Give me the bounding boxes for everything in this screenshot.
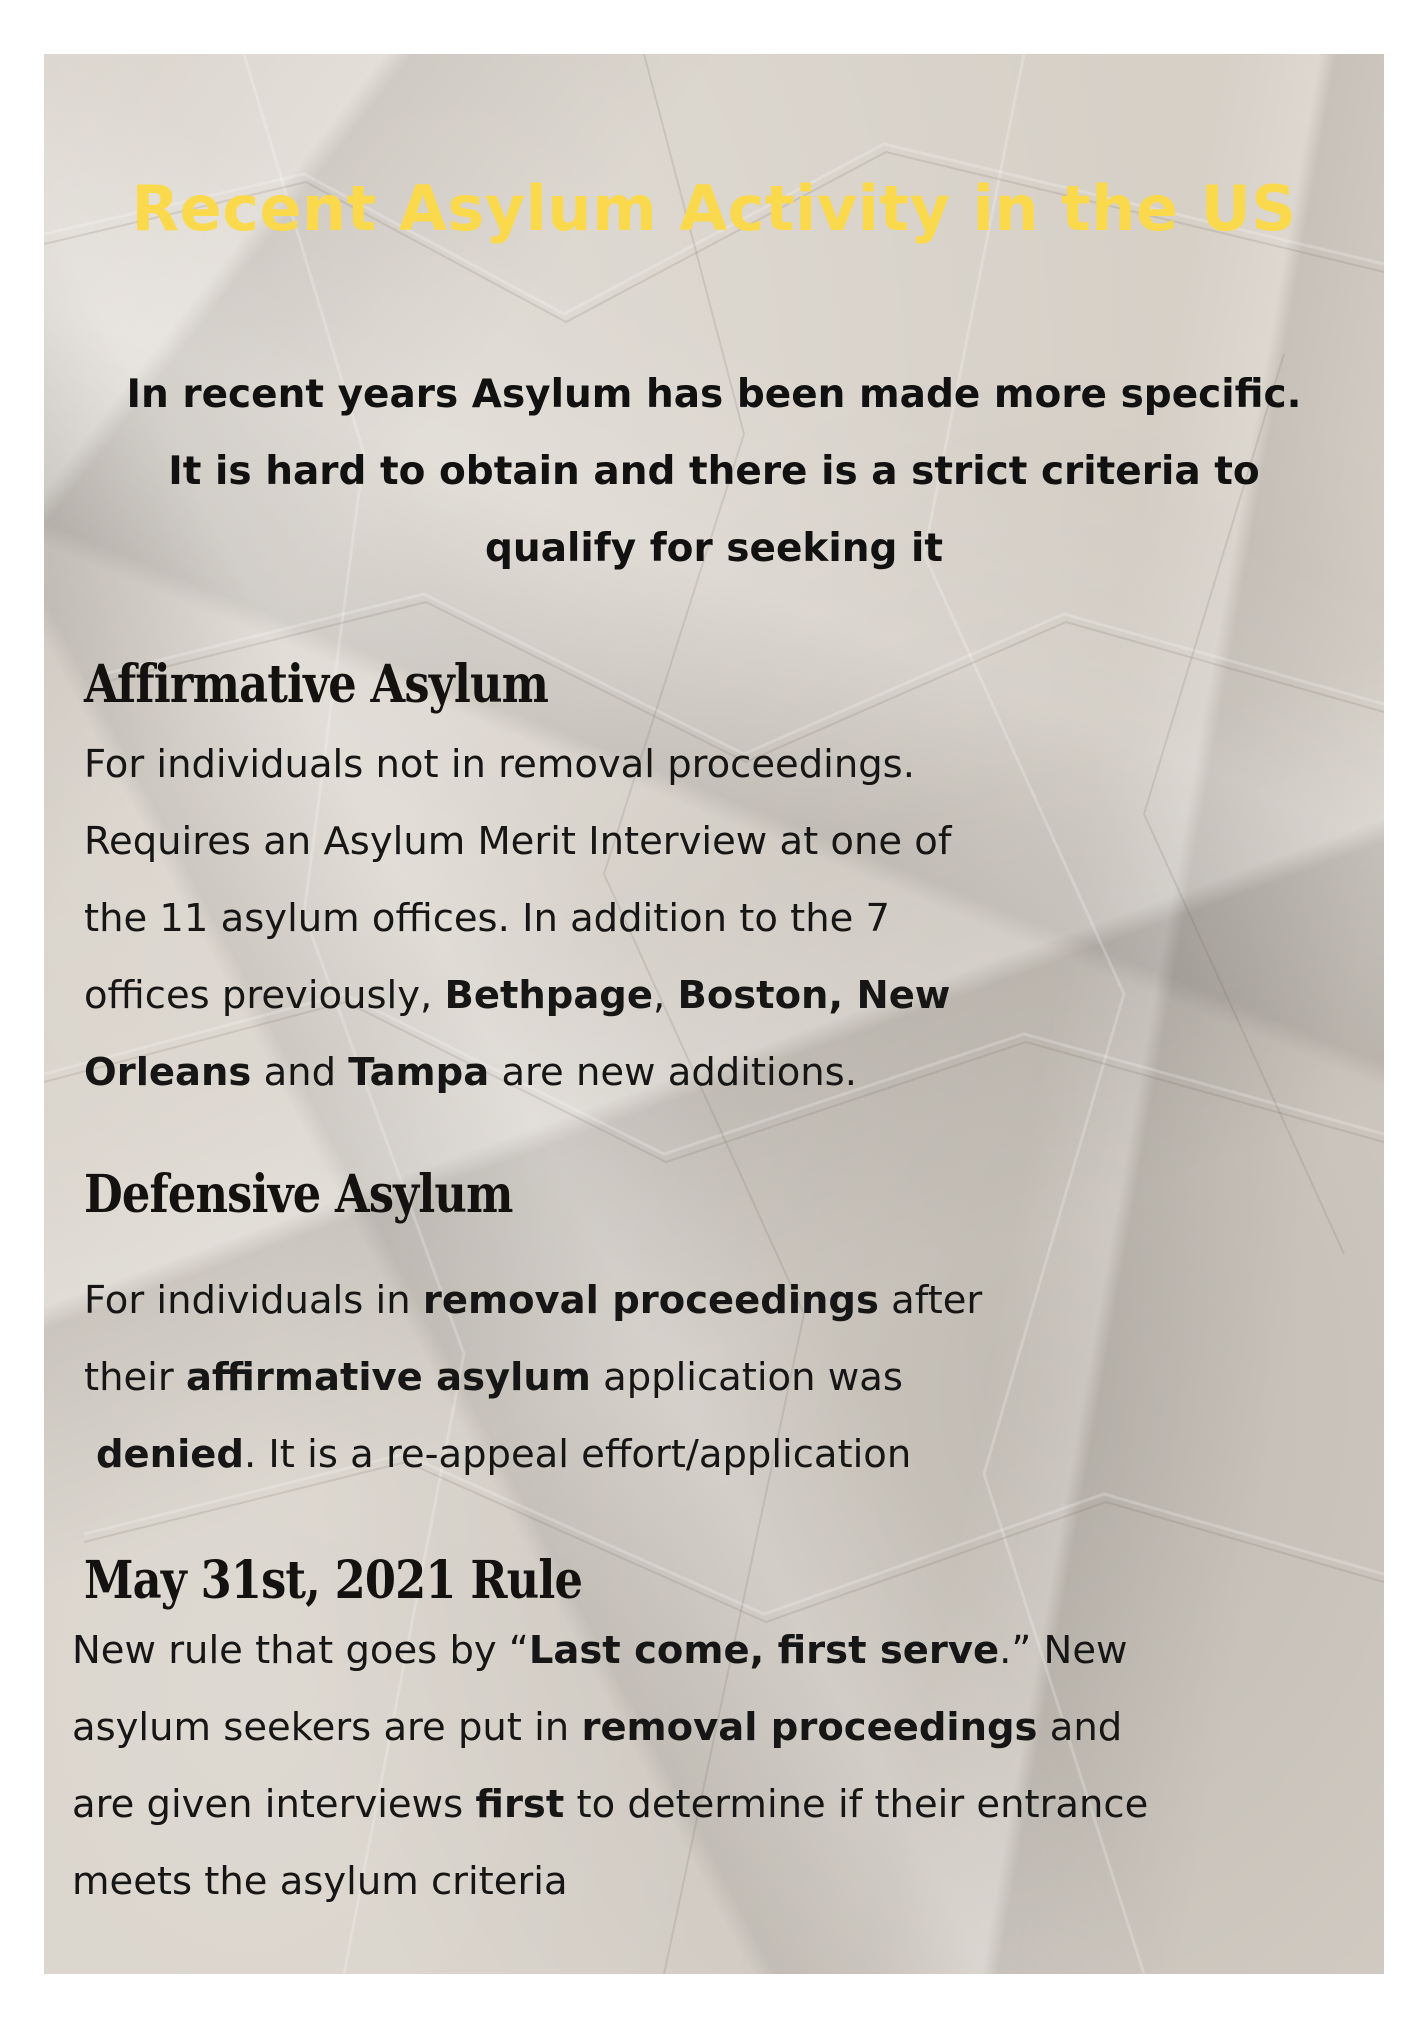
office-tampa: Tampa <box>348 1050 490 1095</box>
text-line: meets the asylum criteria <box>72 1859 568 1904</box>
defensive-asylum-heading: Defensive Asylum <box>84 1164 513 1225</box>
office-orleans: Orleans <box>84 1050 252 1095</box>
crumpled-paper-background <box>44 54 1384 1974</box>
text-line: denied. It is a re-appeal effort/application <box>96 1432 912 1477</box>
intro-line: It is hard to obtain and there is a strict criteria to <box>168 449 1260 494</box>
office-bethpage: Bethpage <box>444 973 653 1018</box>
defensive-asylum-text <box>84 1262 982 1493</box>
may-31st-rule-text <box>72 1612 1148 1920</box>
affirmative-asylum-heading: Affirmative Asylum <box>84 654 549 715</box>
text-line: are given interviews first to determine if their entrance <box>72 1782 1149 1827</box>
text-line: asylum seekers are put in removal proceedings and <box>72 1705 1123 1750</box>
intro-line: qualify for seeking it <box>485 526 943 571</box>
affirmative-asylum-text <box>84 726 951 1111</box>
intro-text <box>44 356 1384 587</box>
intro-line: In recent years Asylum has been made more specific. <box>126 372 1302 417</box>
may-31st-rule-heading: May 31st, 2021 Rule <box>84 1550 583 1611</box>
text-line: their affirmative asylum application was <box>84 1355 903 1400</box>
page-title: Recent Asylum Activity in the US <box>131 172 1297 245</box>
office-boston-new: Boston, New <box>677 973 951 1018</box>
text-line: For individuals in removal proceedings after <box>84 1278 983 1323</box>
text-line: Requires an Asylum Merit Interview at one of <box>84 819 952 864</box>
text-line: For individuals not in removal proceedings. <box>84 742 915 787</box>
text-line: the 11 asylum offices. In addition to the 7 <box>84 896 891 941</box>
text-line: offices previously, Bethpage, Boston, New <box>84 973 951 1018</box>
text-line: Orleans and Tampa are new additions. <box>84 1050 857 1095</box>
text-line: New rule that goes by “Last come, first serve.” New <box>72 1628 1128 1673</box>
